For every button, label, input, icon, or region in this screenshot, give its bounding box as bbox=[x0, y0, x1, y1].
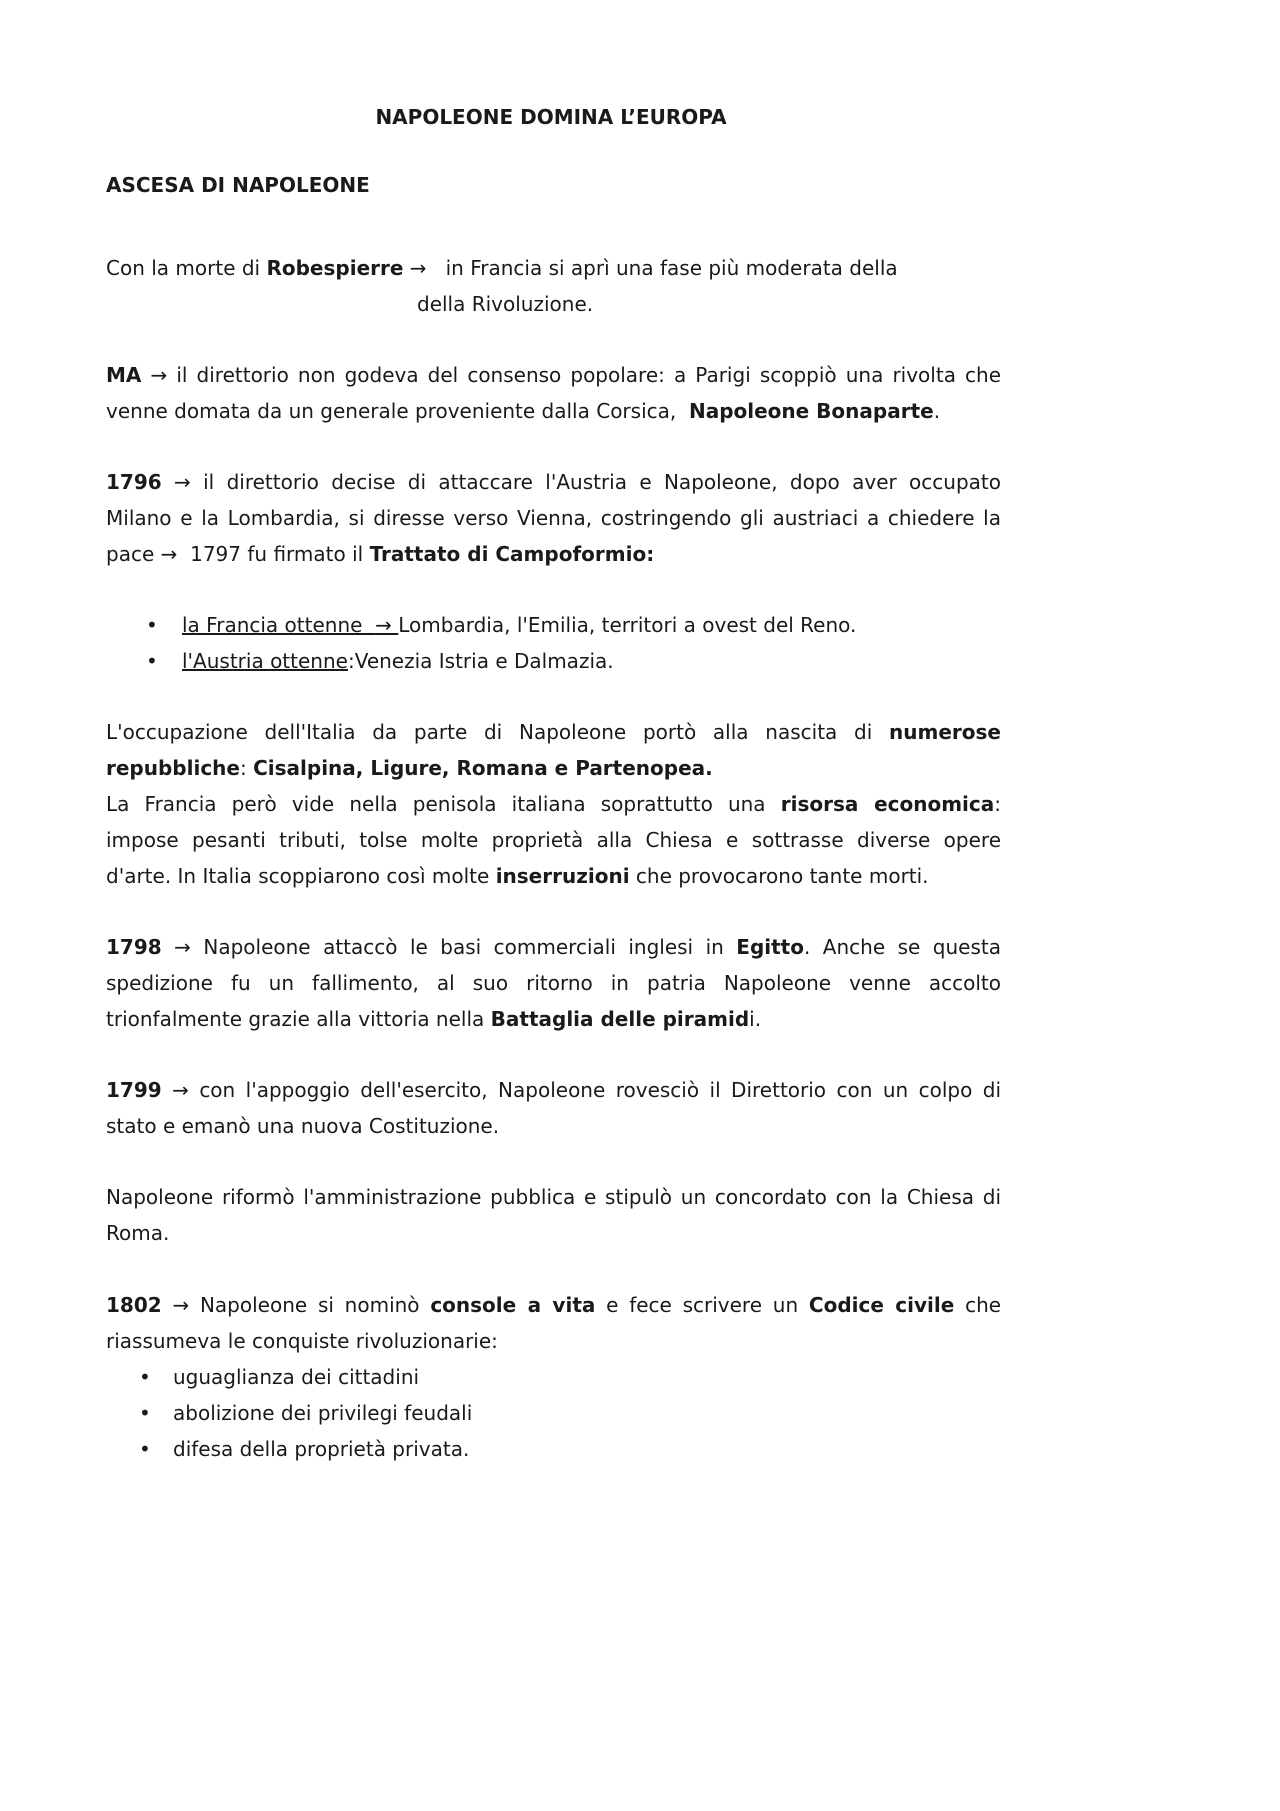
text-run: i. bbox=[749, 1007, 762, 1031]
paragraph-riforme-line1: Napoleone riformò l'amministrazione pubblica e stipulò un concordato con la Chiesa di bbox=[106, 1185, 1001, 1209]
text-run: con l'appoggio dell'esercito, Napoleone rovesciò il Direttorio con un colpo di bbox=[199, 1078, 1002, 1102]
keyword-numerose: numerose bbox=[889, 720, 1001, 744]
keyword-risorsa-economica: risorsa economica bbox=[780, 792, 995, 816]
text-run: in Francia si aprì una fase più moderata della bbox=[445, 256, 898, 280]
text-run: pace bbox=[106, 542, 155, 566]
bullet-icon: • bbox=[139, 1401, 151, 1425]
text-run: il direttorio non godeva del consenso popolare: a Parigi scoppiò una rivolta che bbox=[176, 363, 1002, 387]
underlined-label: l'Austria ottenne bbox=[182, 649, 348, 673]
bullet-icon: • bbox=[146, 613, 158, 637]
paragraph-direttorio-line2 bbox=[106, 393, 940, 429]
list-item: difesa della proprietà privata. bbox=[173, 1437, 470, 1461]
paragraph-robespierre bbox=[106, 250, 898, 286]
text-run: Napoleone si nominò bbox=[199, 1293, 420, 1317]
text-run: venne domata da un generale proveniente dalla Corsica, bbox=[106, 399, 677, 423]
arrow-icon: → bbox=[409, 256, 427, 280]
paragraph-1798-line2: spedizione fu un fallimento, al suo ritorno in patria Napoleone venne accolto bbox=[106, 971, 1001, 995]
paragraph-1798-line3 bbox=[106, 1001, 761, 1037]
arrow-icon: → bbox=[375, 613, 392, 637]
arrow-icon: → bbox=[174, 470, 191, 494]
text-run: trionfalmente grazie alla vittoria nella bbox=[106, 1007, 491, 1031]
keyword-inserruzioni: inserruzioni bbox=[495, 864, 630, 888]
text-run: : bbox=[239, 756, 254, 780]
paragraph-1796-line3 bbox=[106, 536, 654, 572]
paragraph-1799-line1 bbox=[106, 1072, 1001, 1108]
arrow-icon: → bbox=[172, 1078, 189, 1102]
keyword-repubbliche-list: Cisalpina, Ligure, Romana e Partenopea. bbox=[253, 756, 713, 780]
keyword-robespierre: Robespierre bbox=[266, 256, 404, 280]
text-run: e fece scrivere un bbox=[606, 1293, 799, 1317]
paragraph-1796-line2: Milano e la Lombardia, si diresse verso Vienna, costringendo gli austriaci a chiedere la bbox=[106, 506, 1001, 530]
paragraph-occupazione-line2 bbox=[106, 750, 713, 786]
text-run: Con la morte di bbox=[106, 256, 267, 280]
text-run: Napoleone attaccò le basi commerciali inglesi in bbox=[203, 935, 724, 959]
list-item: uguaglianza dei cittadini bbox=[173, 1365, 420, 1389]
text-run: Lombardia, l'Emilia, territori a ovest del Reno. bbox=[398, 613, 857, 637]
text-run: L'occupazione dell'Italia da parte di Napoleone portò alla nascita di bbox=[106, 720, 873, 744]
list-item-francia bbox=[182, 607, 856, 643]
paragraph-1798-line1 bbox=[106, 929, 1001, 965]
text-run: . bbox=[933, 399, 941, 423]
keyword-trattato-campoformio: Trattato di Campoformio: bbox=[369, 542, 655, 566]
text-run: il direttorio decise di attaccare l'Austria e Napoleone, dopo aver occupato bbox=[203, 470, 1001, 494]
text-run: d'arte. In Italia scoppiarono così molte bbox=[106, 864, 496, 888]
bullet-icon: • bbox=[146, 649, 158, 673]
text-run: :Venezia Istria e Dalmazia. bbox=[347, 649, 614, 673]
paragraph-occupazione-line1 bbox=[106, 714, 1001, 750]
paragraph-occupazione-line4: impose pesanti tributi, tolse molte proprietà alla Chiesa e sottrasse diverse opere bbox=[106, 828, 1001, 852]
year-1796: 1796 bbox=[106, 470, 162, 494]
bullet-icon: • bbox=[139, 1437, 151, 1461]
year-1798: 1798 bbox=[106, 935, 162, 959]
paragraph-occupazione-line5 bbox=[106, 858, 929, 894]
text-run: che bbox=[965, 1293, 1002, 1317]
keyword-egitto: Egitto bbox=[736, 935, 804, 959]
paragraph-1802-line1 bbox=[106, 1287, 1001, 1323]
paragraph-1799-line2: stato e emanò una nuova Costituzione. bbox=[106, 1114, 500, 1138]
arrow-icon: → bbox=[150, 363, 168, 387]
year-1799: 1799 bbox=[106, 1078, 162, 1102]
keyword-napoleone-bonaparte: Napoleone Bonaparte bbox=[688, 399, 934, 423]
underlined-label bbox=[182, 613, 398, 637]
arrow-icon: → bbox=[172, 1293, 190, 1317]
paragraph-1802-line2: riassumeva le conquiste rivoluzionarie: bbox=[106, 1329, 498, 1353]
keyword-codice-civile: Codice civile bbox=[808, 1293, 955, 1317]
bullet-icon: • bbox=[139, 1365, 151, 1389]
document-title: NAPOLEONE DOMINA L’EUROPA bbox=[375, 105, 727, 129]
text-run: : bbox=[994, 792, 1002, 816]
paragraph-occupazione-line3 bbox=[106, 786, 1001, 822]
paragraph-robespierre-cont: della Rivoluzione. bbox=[417, 292, 594, 316]
keyword-repubbliche: repubbliche bbox=[106, 756, 240, 780]
year-1802: 1802 bbox=[106, 1293, 162, 1317]
text-run: che provocarono tante morti. bbox=[629, 864, 929, 888]
text-run: 1797 fu firmato il bbox=[190, 542, 370, 566]
keyword-console-a-vita: console a vita bbox=[430, 1293, 596, 1317]
paragraph-riforme-line2: Roma. bbox=[106, 1221, 170, 1245]
section-heading: ASCESA DI NAPOLEONE bbox=[106, 173, 370, 197]
keyword-battaglia-piramidi: Battaglia delle piramid bbox=[490, 1007, 750, 1031]
text-run: la Francia ottenne bbox=[182, 613, 363, 637]
list-item: abolizione dei privilegi feudali bbox=[173, 1401, 473, 1425]
list-item-austria bbox=[182, 643, 614, 679]
text-run: . Anche se questa bbox=[803, 935, 1001, 959]
keyword-ma: MA bbox=[106, 363, 142, 387]
arrow-icon: → bbox=[174, 935, 191, 959]
paragraph-direttorio-line1 bbox=[106, 357, 1001, 393]
arrow-icon: → bbox=[160, 542, 178, 566]
paragraph-1796-line1 bbox=[106, 464, 1001, 500]
text-run: La Francia però vide nella penisola italiana soprattutto una bbox=[106, 792, 766, 816]
